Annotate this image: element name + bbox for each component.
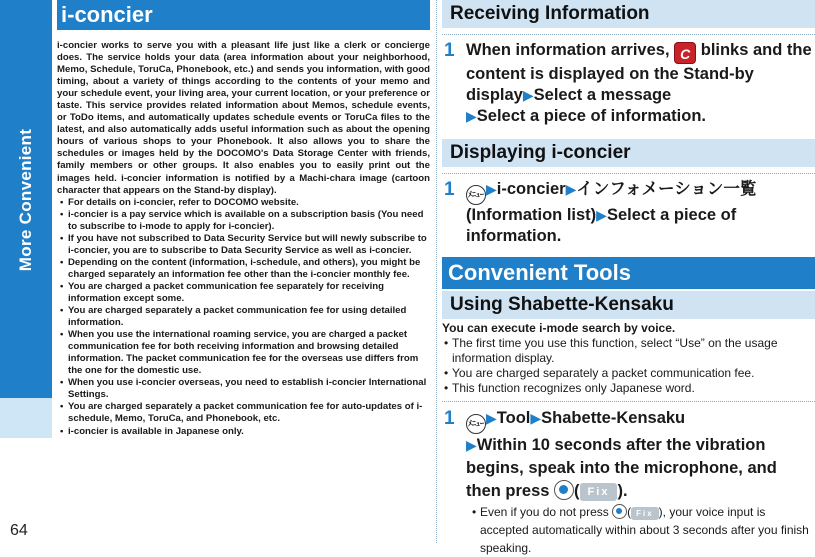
chapter-tab (0, 0, 52, 543)
fix-softkey: Fix (580, 483, 618, 501)
note-item: • i-concier is available in Japanese only. (57, 426, 430, 438)
chapter-tab-label: More Convenient (16, 128, 35, 272)
intro-paragraph: i-concier works to serve you with a pleasant life just like a clerk or concierge does. The service holds your data (area information about your neighborhood, Memo, Schedule, ToruCa, Phonebook, etc.) and sends you information, with good timing, about a variety of things according to the contents of your memo and your schedule event, your living area, your current location, or your preference or taste. This service provides related information about Memos, schedule events, or ToDo items, and automatically updates schedule events or ToruCa files to the latest, and also automatically adds useful information such as about the opening hours of various shops to your Phonebook. It also allows you to share the schedules or images held by the DOCOMO's Data Storage Center with friends, family members or other groups. It also enables you to easily print out the images held. i-concier information is notified by a Machi-chara image (cartoon character that appears on the Stand-by display). (57, 40, 430, 196)
divider (442, 34, 815, 35)
divider (442, 173, 815, 174)
step-text: blinks and the content is displayed on the Stand-by display (466, 41, 812, 104)
note-item: • You are charged a packet communication fee separately for receiving information except some. (57, 281, 430, 305)
note-item: • When you use i-concier overseas, you need to establish i-concier International Settings. (57, 377, 430, 401)
step-number: 1 (444, 408, 455, 429)
step-text: Select a piece of information. (466, 206, 737, 245)
menu-key-icon: ﾒﾆｭｰ (466, 414, 486, 434)
heading-receiving-information: Receiving Information (442, 0, 815, 28)
i-concier-icon: C (674, 42, 696, 64)
step-text: Tool (496, 409, 531, 427)
triangle-right-icon: ▶ (466, 108, 477, 124)
step-text: Within 10 seconds after the vibration begins, speak into the microphone, and then press (466, 436, 777, 500)
step-text: Select a piece of information. (476, 107, 707, 125)
note-item: • i-concier is a pay service which is available on a subscription basis (You need to subscribe to i-mode to apply for i-concier). (57, 209, 430, 233)
center-key-icon (612, 504, 627, 519)
step-text: i-concier (496, 180, 566, 198)
chapter-tab-bar (0, 0, 52, 398)
triangle-right-icon: ▶ (486, 410, 497, 426)
step-text: インフォメーション一覧 (Information list) (466, 180, 757, 224)
chapter-tab-marker (0, 398, 52, 438)
sub-note-text: ), your voice input is accepted automatically within about 3 seconds after you finish speaking. (480, 505, 809, 555)
tools-notes-list (442, 336, 815, 396)
notes-list (57, 197, 430, 438)
menu-key-icon: ﾒﾆｭｰ (466, 185, 486, 205)
section-title-i-concier: i-concier (57, 0, 430, 30)
step-sub-note: • Even if you do not press ( Fix ), your voice input is accepted automatically within about 3 seconds after you finish speaking. (442, 503, 815, 557)
lead-text: You can execute i-mode search by voice. (442, 321, 676, 335)
triangle-right-icon: ▶ (486, 181, 497, 197)
step-text: Select a message (533, 86, 672, 104)
divider (442, 401, 815, 402)
step-receiving (442, 40, 815, 127)
note-item: • If you have not subscribed to Data Security Service but will newly subscribe to i-concier, you are to subscribe to Data Security Service as well as i-concier. (57, 233, 430, 257)
triangle-right-icon: ▶ (530, 410, 542, 426)
heading-displaying-i-concier: Displaying i-concier (442, 139, 815, 167)
triangle-right-icon: ▶ (565, 181, 577, 197)
note-item: • For details on i-concier, refer to DOCOMO website. (57, 197, 430, 209)
heading-using-shabette-kensaku: Using Shabette-Kensaku (442, 291, 815, 319)
sub-note-text: Even if you do not press (480, 505, 609, 519)
fix-softkey: Fix (631, 507, 659, 520)
step-displaying (442, 179, 815, 247)
triangle-right-icon: ▶ (466, 437, 477, 453)
left-column (57, 0, 430, 543)
note-item: • When you use the international roaming service, you are charged a packet communication fee for both receiving information and browsing detailed information. The packet communication fee for the overseas use differs from the one for the domestic use. (57, 329, 430, 377)
center-key-icon (554, 480, 574, 500)
page-number: 64 (10, 522, 28, 539)
step-text: When information arrives, (466, 41, 670, 59)
triangle-right-icon: ▶ (596, 207, 607, 223)
step-shabette: 1 ﾒﾆｭｰ ▶Tool▶Shabette-Kensaku ▶Within 10 seconds after the vibration begins, speak into the microphone, and then press ( Fix ). (444, 408, 777, 500)
note-item: • Depending on the content (information, i-schedule, and others), you might be charged separately an information fee other than the i-concier monthly fee. (57, 257, 430, 281)
right-column (442, 0, 815, 555)
note-item: • The first time you use this function, select “Use” on the usage information display. (442, 336, 815, 366)
note-item: • This function recognizes only Japanese word. (442, 381, 815, 396)
note-item: • You are charged separately a packet communication fee. (442, 366, 815, 381)
step-number: 1 (444, 179, 455, 200)
heading-convenient-tools: Convenient Tools (442, 257, 815, 289)
triangle-right-icon: ▶ (522, 87, 534, 103)
step-number: 1 (444, 40, 455, 61)
note-item: • You are charged separately a packet communication fee for using detailed information. (57, 305, 430, 329)
note-item: • You are charged separately a packet communication fee for auto-updates of i-schedule, Memo, ToruCa, and Phonebook, etc. (57, 401, 430, 425)
step-text: Shabette-Kensaku (541, 409, 686, 427)
column-divider (436, 0, 437, 543)
